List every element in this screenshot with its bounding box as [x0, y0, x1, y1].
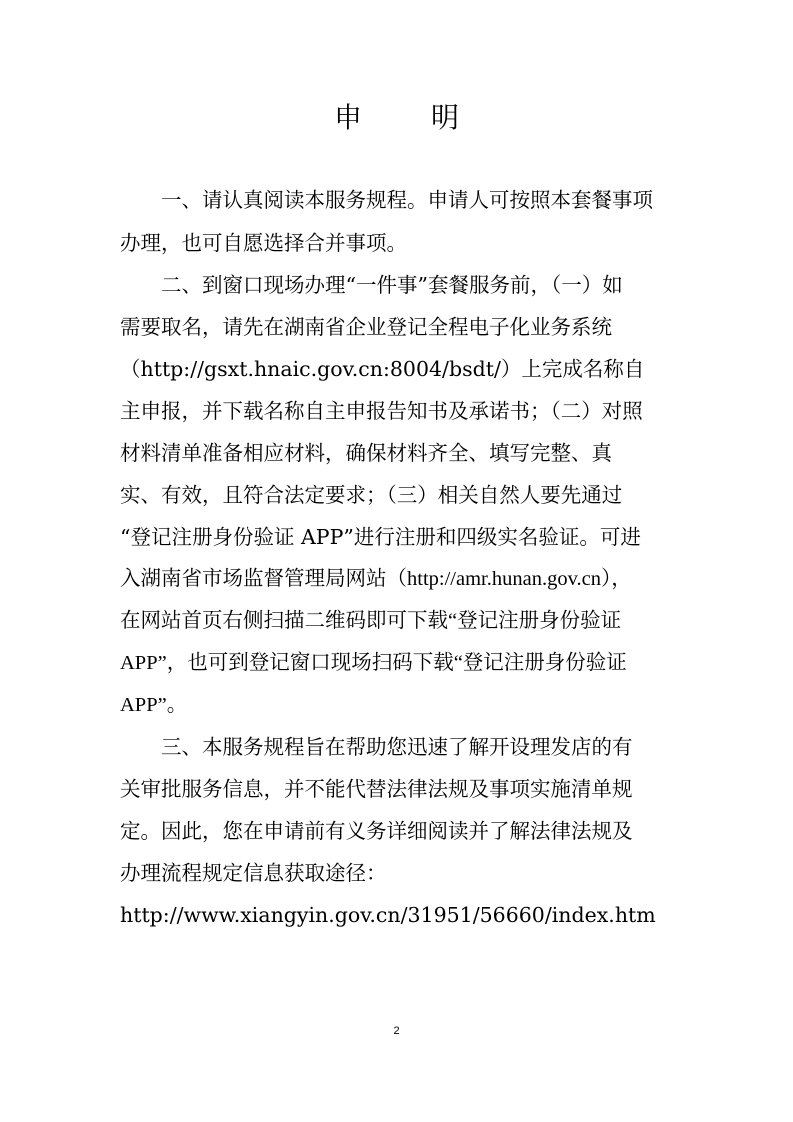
paragraph-line: 办理流程规定信息获取途径： — [120, 861, 387, 885]
paragraph-line: 二、到窗口现场办理“一件事”套餐服务前，（一）如 — [161, 273, 623, 297]
paragraph-line: （http://gsxt.hnaic.gov.cn:8004/bsdt/）上完成名称自 — [120, 357, 645, 381]
paragraph-line: 办理，也可自愿选择合并事项。 — [120, 231, 407, 255]
paragraph-line: 关审批服务信息，并不能代替法律法规及事项实施清单规 — [120, 777, 633, 801]
paragraph-line: 主申报，并下载名称自主申报告知书及承诺书；（二）对照 — [120, 399, 643, 423]
paragraph-line: 入湖南省市场监督管理局网站（http://amr.hunan.gov.cn）， — [120, 568, 632, 590]
paragraph-line: “登记注册身份验证 APP”进行注册和四级实名验证。可进 — [120, 525, 641, 549]
page-number: 2 — [393, 1025, 400, 1037]
paragraph-line: APP”。 — [120, 694, 188, 716]
paragraph-line: 实、有效，且符合法定要求；（三）相关自然人要先通过 — [120, 483, 623, 507]
paragraph-line: 需要取名，请先在湖南省企业登记全程电子化业务系统 — [120, 315, 612, 339]
paragraph-line: APP”，也可到登记窗口现场扫码下载“登记注册身份验证 — [120, 652, 627, 674]
paragraph-line: 一、请认真阅读本服务规程。申请人可按照本套餐事项 — [161, 188, 653, 212]
paragraph-line: 三、本服务规程旨在帮助您迅速了解开设理发店的有 — [161, 735, 633, 759]
paragraph-line: 在网站首页右侧扫描二维码即可下载“登记注册身份验证 — [120, 610, 622, 632]
paragraph-line: 定。因此，您在申请前有义务详细阅读并了解法律法规及 — [120, 819, 633, 843]
reference-url: http://www.xiangyin.gov.cn/31951/56660/index.htm — [120, 903, 656, 927]
page-title: 申 明 — [334, 101, 489, 134]
paragraph-line: 材料清单准备相应材料，确保材料齐全、填写完整、真 — [120, 441, 612, 465]
